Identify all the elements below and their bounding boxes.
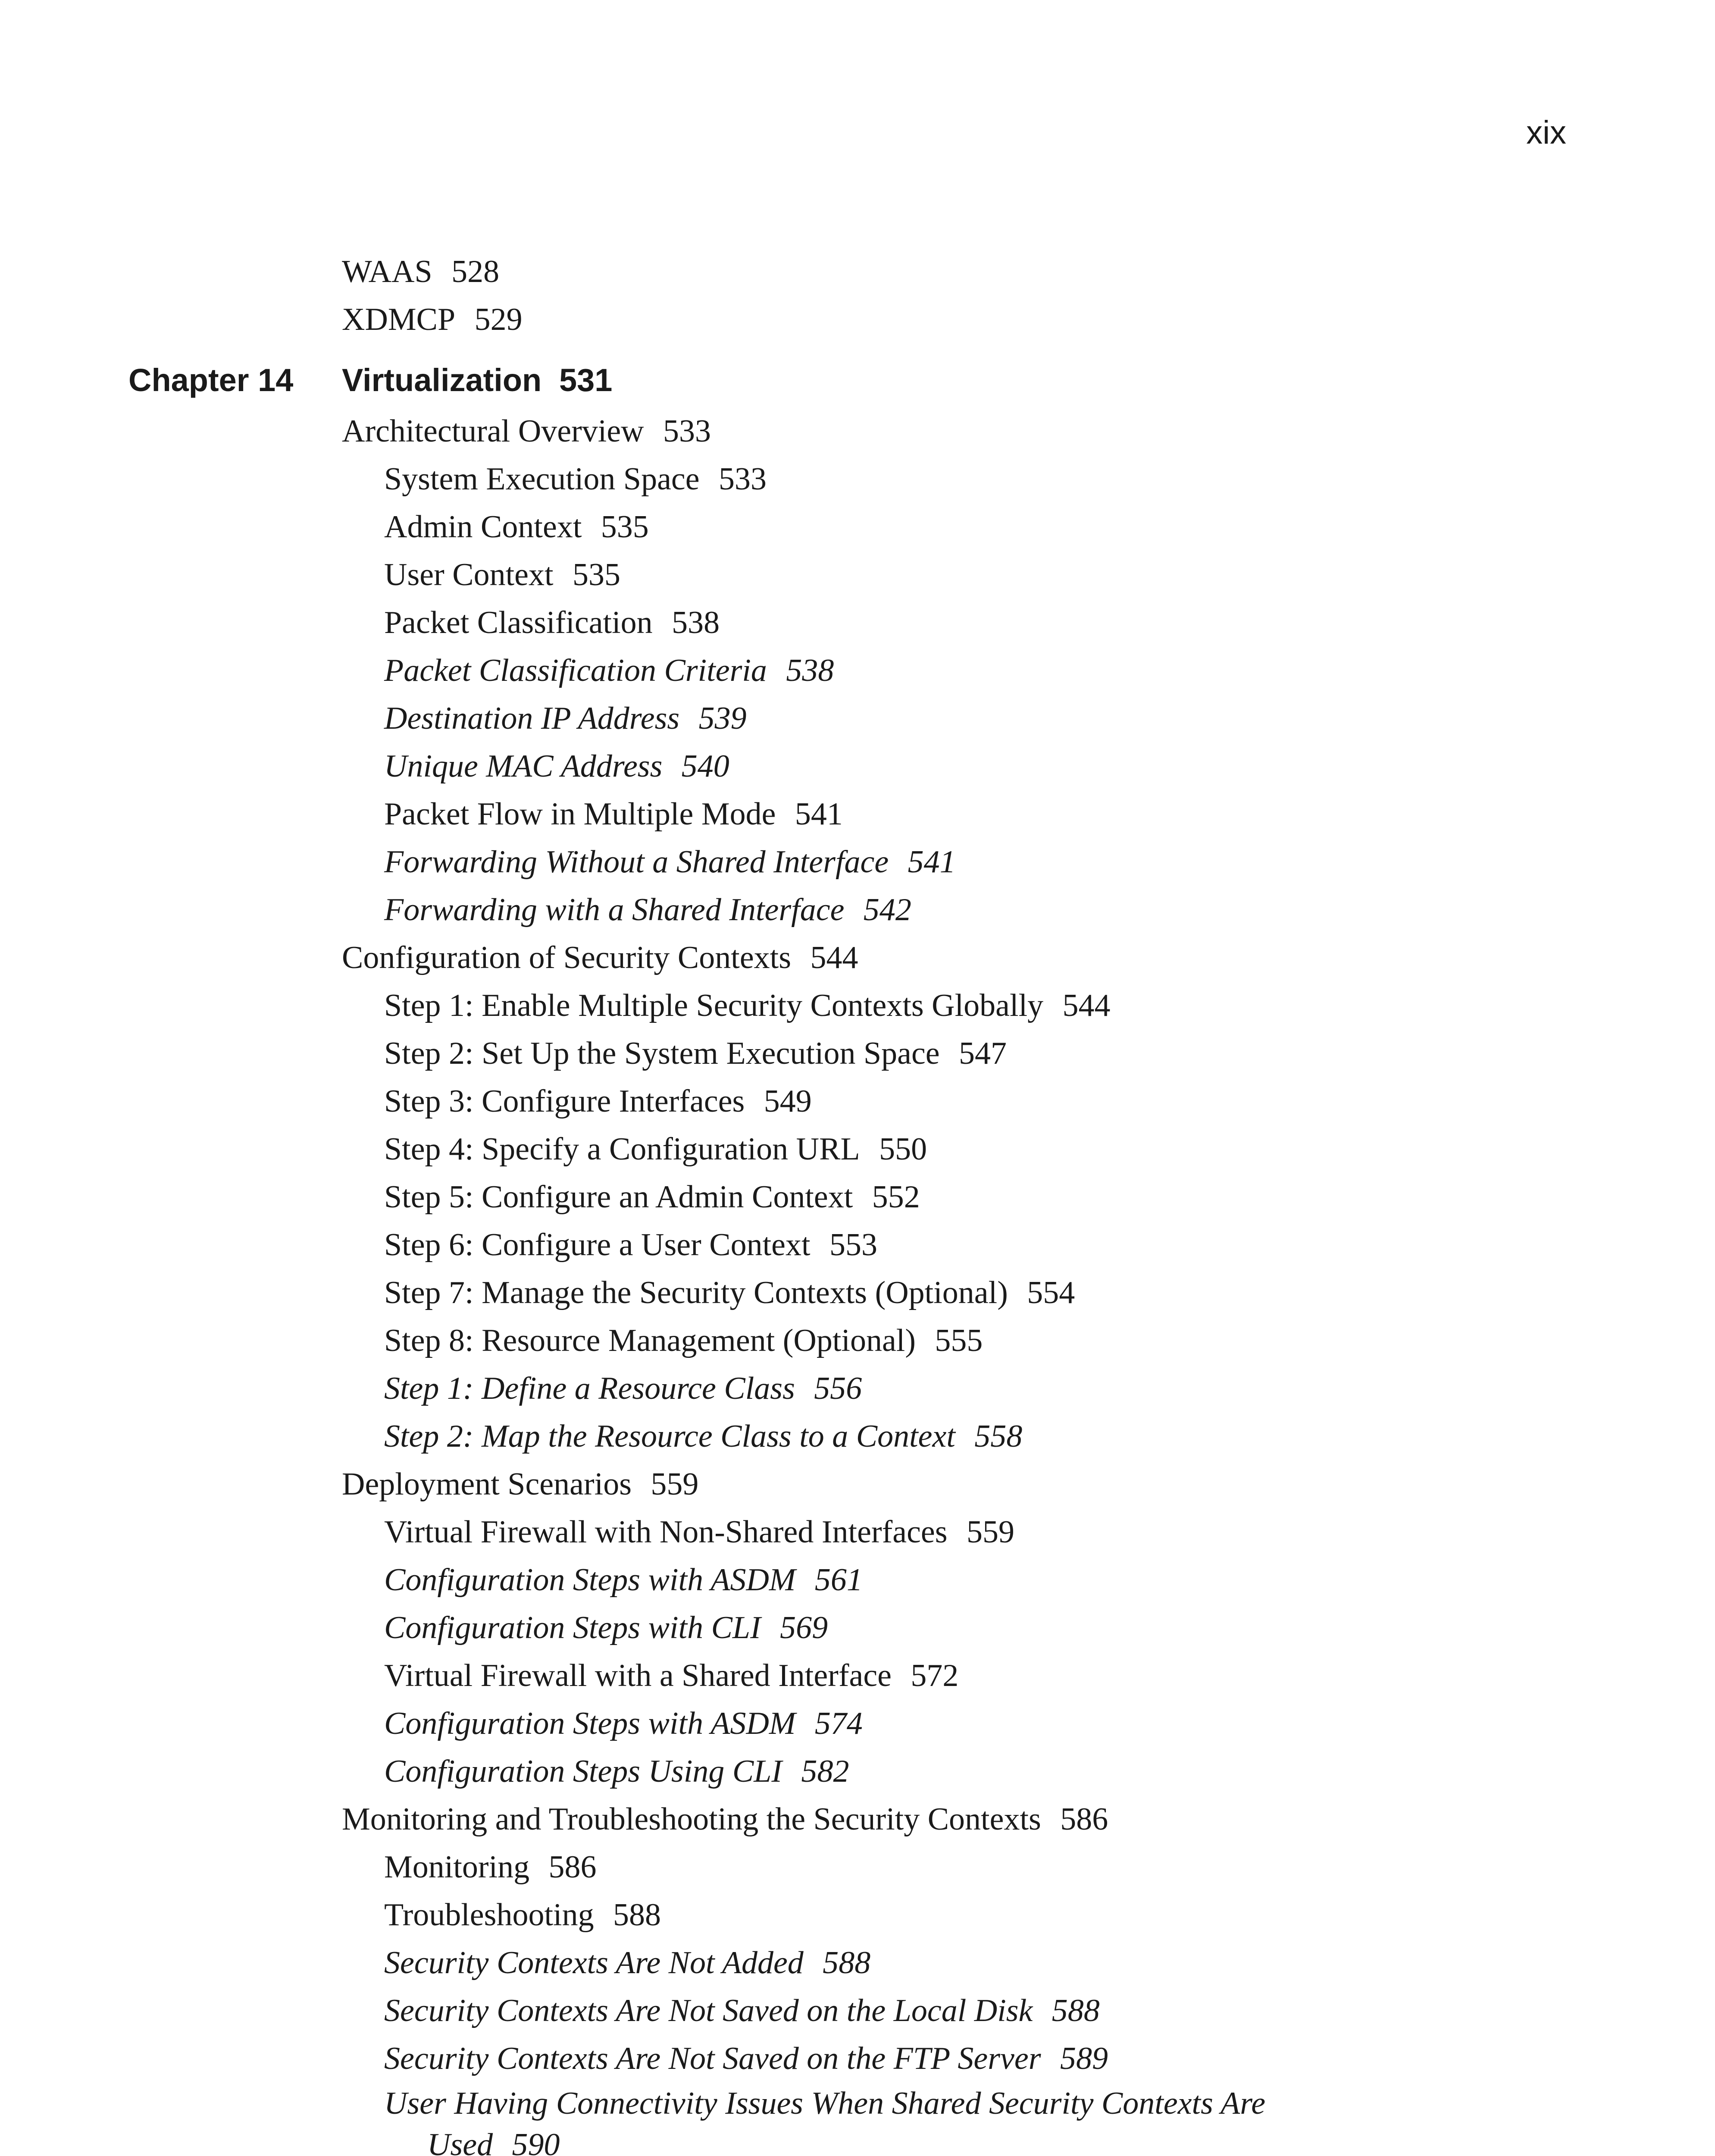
toc-entry [0,1125,1715,1173]
toc-entry [0,1652,1715,1700]
toc-entry-title: Security Contexts Are Not Added [384,1945,804,1981]
toc-entry-page: 553 [829,1227,877,1263]
toc-entry-page: 541 [908,844,956,880]
toc-entry-page: 555 [935,1323,983,1358]
toc-entry [0,1508,1715,1556]
chapter-title [342,353,612,407]
toc-entry [0,2035,1715,2083]
toc-entry [0,1030,1715,1078]
toc-entry-title: Packet Classification Criteria [384,653,767,688]
toc-entry [0,503,1715,551]
toc-entry-page: 590 [512,2127,560,2156]
chapter-title-text: Virtualization [342,362,542,398]
toc-entry-title: Destination IP Address [384,701,680,736]
toc-entry-page: 539 [698,701,747,736]
toc-entry [0,1365,1715,1413]
toc-entry-title: Configuration Steps with CLI [384,1610,761,1645]
toc-entry-title: Admin Context [384,509,582,545]
toc-entry [0,790,1715,838]
toc-entry [0,1796,1715,1843]
toc-entry-title: Monitoring [384,1849,530,1885]
toc-entry-title: Configuration of Security Contexts [342,940,792,975]
toc-entry-page: 588 [613,1897,661,1933]
toc-entry-title: Virtual Firewall with Non-Shared Interfaces [384,1514,948,1550]
toc-entry [0,1891,1715,1939]
toc-entry-title: System Execution Space [384,461,700,497]
table-of-contents [0,248,1715,2156]
toc-entry-page: 540 [681,749,729,784]
toc-entry-page: 542 [863,892,911,928]
toc-entry [0,647,1715,695]
toc-entry-page: 535 [601,509,649,545]
toc-entry-page: 556 [814,1371,862,1406]
toc-entry-page: 559 [966,1514,1014,1550]
toc-entry [0,1221,1715,1269]
toc-entry-page: 561 [814,1562,863,1598]
toc-entry-page: 582 [801,1754,849,1789]
toc-entry [0,982,1715,1030]
toc-entry [0,1987,1715,2035]
toc-entry-title: Step 4: Specify a Configuration URL [384,1131,860,1167]
toc-entry-title-line1: User Having Connectivity Issues When Shared Security Contexts Are [384,2086,1266,2121]
toc-entry [0,599,1715,647]
toc-entry-xdmcp [0,296,1715,344]
toc-entry [0,1604,1715,1652]
toc-entry-page: 529 [474,302,523,337]
toc-entry-page: 586 [1060,1802,1108,1837]
toc-entry [0,1748,1715,1796]
toc-entry-title-line2: Used [427,2127,493,2156]
toc-entry-title: User Context [384,557,554,592]
toc-entry-page: 541 [795,796,843,832]
toc-entry-title: Deployment Scenarios [342,1467,632,1502]
toc-entry-page: 569 [780,1610,828,1645]
toc-entry-waas [0,248,1715,296]
toc-entry-title: Step 3: Configure Interfaces [384,1084,745,1119]
toc-entry-page: 547 [959,1036,1007,1071]
toc-entry-title: Step 1: Enable Multiple Security Contexts Globally [384,988,1044,1023]
toc-entry-page: 535 [572,557,620,592]
toc-entry [0,455,1715,503]
chapter-heading [0,353,1715,407]
toc-entry-page: 572 [911,1658,959,1693]
toc-entry [0,1269,1715,1317]
toc-entry-title: Monitoring and Troubleshooting the Security Contexts [342,1802,1041,1837]
toc-entry [0,1460,1715,1508]
toc-entry-page: 589 [1060,2041,1108,2076]
toc-entry-title: Configuration Steps with ASDM [384,1562,796,1598]
toc-entry-title: XDMCP [342,302,456,337]
toc-entry-page: 550 [879,1131,927,1167]
toc-entry-page: 538 [786,653,834,688]
toc-entry-wrapped [0,2083,1419,2156]
toc-entry-page: 588 [1052,1993,1100,2028]
toc-entry-title: Packet Flow in Multiple Mode [384,796,776,832]
toc-entry-page: 588 [823,1945,871,1981]
toc-entry [0,743,1715,790]
toc-entry-title: Configuration Steps with ASDM [384,1706,796,1741]
toc-entry-page: 552 [872,1179,920,1215]
toc-entry-title: Step 5: Configure an Admin Context [384,1179,853,1215]
toc-entry-title: Step 6: Configure a User Context [384,1227,811,1263]
toc-entry-title: Step 7: Manage the Security Contexts (Optional) [384,1275,1008,1310]
toc-entry-title: Step 2: Set Up the System Execution Space [384,1036,940,1071]
toc-entry [0,886,1715,934]
toc-entry-page: 544 [810,940,858,975]
toc-entry-page: 538 [672,605,720,640]
toc-entry-title: Step 2: Map the Resource Class to a Context [384,1419,955,1454]
toc-entry-title: Security Contexts Are Not Saved on the FTP Server [384,2041,1041,2076]
toc-entry-title: Step 1: Define a Resource Class [384,1371,795,1406]
page-number: xix [1526,114,1566,151]
toc-entry-title: Troubleshooting [384,1897,594,1933]
toc-entry-continuation [384,2124,1419,2156]
toc-entry [0,1939,1715,1987]
toc-entry [0,407,1715,455]
toc-entry [0,1317,1715,1365]
toc-entry-title: WAAS [342,254,432,289]
toc-entry [0,1843,1715,1891]
toc-entry-title: Forwarding with a Shared Interface [384,892,845,928]
toc-entry-page: 574 [814,1706,863,1741]
toc-entry [0,838,1715,886]
toc-entry-title: Security Contexts Are Not Saved on the Local Disk [384,1993,1033,2028]
toc-entry-page: 549 [764,1084,812,1119]
toc-entry-title: Unique MAC Address [384,749,663,784]
toc-entry-page: 554 [1027,1275,1075,1310]
toc-entry [0,1556,1715,1604]
toc-entry [0,695,1715,743]
toc-entry-page: 533 [663,414,711,449]
toc-entry-title: Step 8: Resource Management (Optional) [384,1323,916,1358]
toc-entry-title: Forwarding Without a Shared Interface [384,844,889,880]
toc-entry-title: Configuration Steps Using CLI [384,1754,782,1789]
chapter-page: 531 [559,362,613,398]
toc-entry-page: 544 [1062,988,1111,1023]
chapter-label: Chapter 14 [128,362,294,398]
toc-entry-page: 533 [719,461,767,497]
toc-entry-page: 586 [548,1849,597,1885]
toc-entry-page: 558 [974,1419,1023,1454]
toc-entry-title: Packet Classification [384,605,653,640]
toc-entry-page: 528 [451,254,500,289]
toc-entry [0,1078,1715,1125]
toc-entry [0,1700,1715,1748]
toc-entry-page: 559 [651,1467,699,1502]
toc-entry [0,551,1715,599]
toc-entry [0,1413,1715,1460]
toc-entry [0,1173,1715,1221]
toc-entry [0,934,1715,982]
toc-entry-title: Architectural Overview [342,414,644,449]
toc-entry-title: Virtual Firewall with a Shared Interface [384,1658,892,1693]
